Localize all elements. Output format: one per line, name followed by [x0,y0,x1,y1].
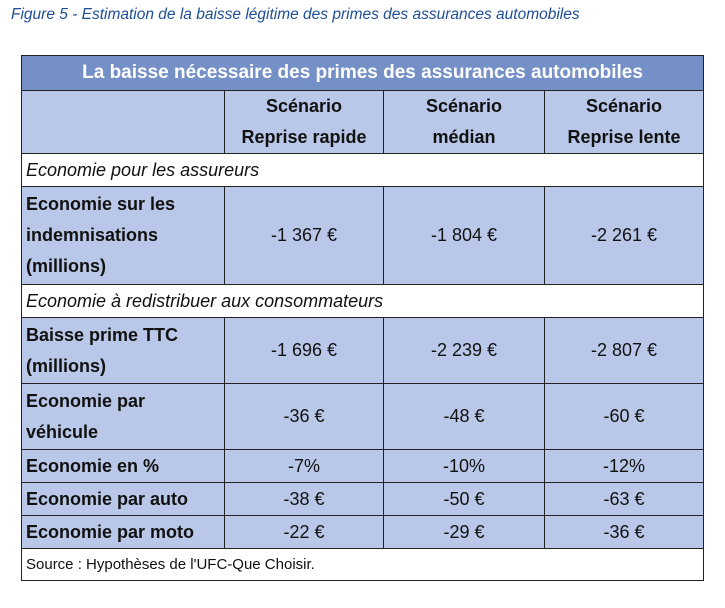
value-cell: -2 807 € [545,318,704,384]
value-cell: -7% [225,450,384,483]
value-cell: -2 261 € [545,187,704,285]
section-heading-consumers: Economie à redistribuer aux consommateurs [22,285,704,318]
value-cell: -10% [384,450,545,483]
value-cell: -36 € [545,516,704,549]
column-header-slow: Scénario Reprise lente [545,91,704,154]
column-header-median: Scénario médian [384,91,545,154]
table-row [22,483,704,516]
value-cell: -12% [545,450,704,483]
header-blank-cell [22,91,225,154]
figure-caption: Figure 5 - Estimation de la baisse légitime des primes des assurances automobiles [11,6,580,23]
premium-table [21,55,703,581]
value-cell: -1 804 € [384,187,545,285]
row-label: Economie par auto [22,483,225,516]
table-row [22,187,704,285]
value-cell: -63 € [545,483,704,516]
table-row [22,450,704,483]
value-cell: -29 € [384,516,545,549]
value-cell: -50 € [384,483,545,516]
value-cell: -60 € [545,384,704,450]
row-label: Economie en % [22,450,225,483]
header-row [22,91,704,154]
source-note: Source : Hypothèses de l'UFC-Que Choisir. [22,549,704,581]
table-row [22,318,704,384]
value-cell: -1 696 € [225,318,384,384]
row-label: Economie par véhicule [22,384,225,450]
row-label: Economie sur les indemnisations (millions) [22,187,225,285]
value-cell: -1 367 € [225,187,384,285]
row-label: Economie par moto [22,516,225,549]
table-row [22,516,704,549]
value-cell: -36 € [225,384,384,450]
table-title: La baisse nécessaire des primes des assurances automobiles [22,56,704,91]
table-row [22,384,704,450]
section-heading-insurers: Economie pour les assureurs [22,154,704,187]
row-label: Baisse prime TTC (millions) [22,318,225,384]
value-cell: -2 239 € [384,318,545,384]
column-header-rapid: Scénario Reprise rapide [225,91,384,154]
value-cell: -38 € [225,483,384,516]
value-cell: -48 € [384,384,545,450]
value-cell: -22 € [225,516,384,549]
